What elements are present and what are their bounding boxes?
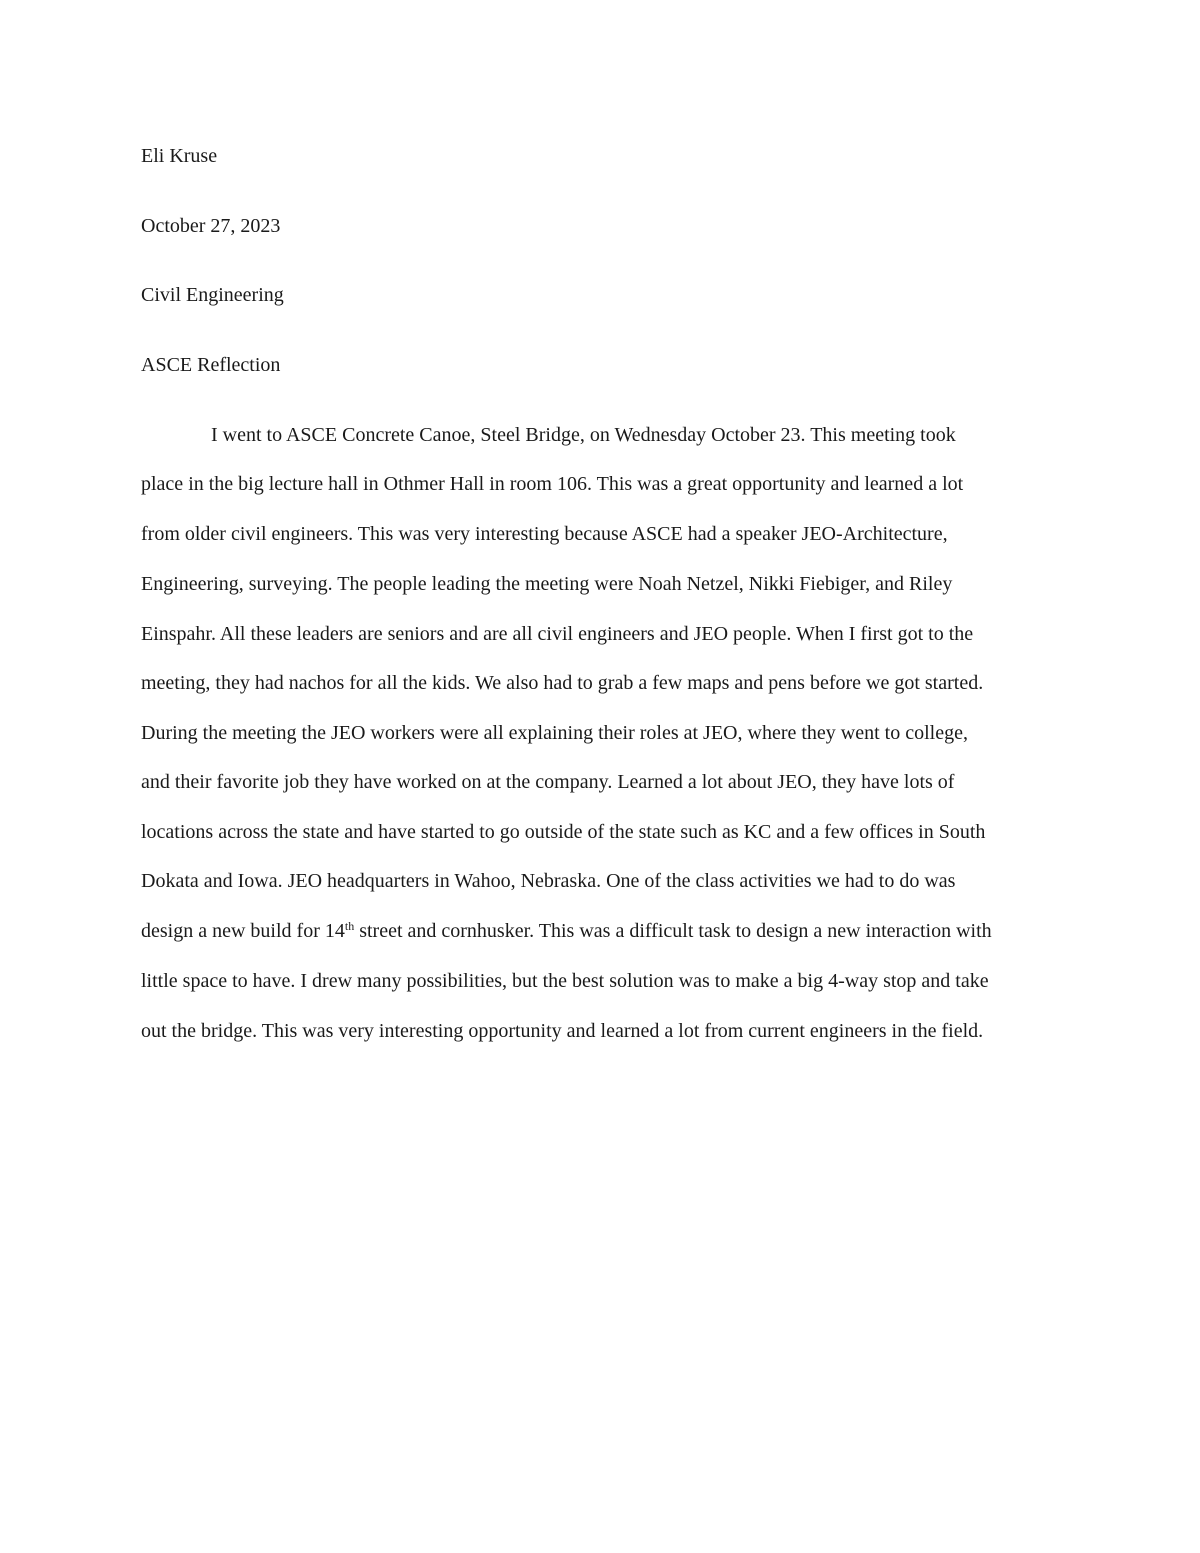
paragraph-line: During the meeting the JEO workers were all explaining their roles at JEO, where they went to college, <box>141 722 968 744</box>
paragraph-line: locations across the state and have started to go outside of the state such as KC and a few offices in South <box>141 821 986 843</box>
paragraph-line: little space to have. I drew many possibilities, but the best solution was to make a big 4-way stop and take <box>141 970 989 992</box>
paragraph-line: and their favorite job they have worked on at the company. Learned a lot about JEO, they have lots of <box>141 771 955 793</box>
ordinal-superscript: th <box>344 919 355 933</box>
paragraph-line: Engineering, surveying. The people leading the meeting were Noah Netzel, Nikki Fiebiger, and Riley <box>141 573 953 595</box>
line-text-after-superscript: street and cornhusker. This was a difficult task to design a new interaction with <box>354 920 992 942</box>
paragraph-line: Dokata and Iowa. JEO headquarters in Wahoo, Nebraska. One of the class activities we had to do was <box>141 870 956 892</box>
paragraph-line: out the bridge. This was very interesting opportunity and learned a lot from current engineers in the field. <box>141 1020 984 1042</box>
author-name: Eli Kruse <box>141 145 218 167</box>
course-name: Civil Engineering <box>141 284 284 306</box>
paragraph-line: from older civil engineers. This was very interesting because ASCE had a speaker JEO-Architecture, <box>141 523 948 545</box>
paragraph-line <box>141 919 992 943</box>
paragraph-line: place in the big lecture hall in Othmer Hall in room 106. This was a great opportunity and learned a lot <box>141 473 964 495</box>
line-text-before-superscript: design a new build for 14 <box>141 920 345 942</box>
paragraph-line: Einspahr. All these leaders are seniors and are all civil engineers and JEO people. When I first got to the <box>141 623 974 645</box>
paragraph-line: I went to ASCE Concrete Canoe, Steel Bridge, on Wednesday October 23. This meeting took <box>211 424 956 446</box>
paragraph-line: meeting, they had nachos for all the kids. We also had to grab a few maps and pens before we got started. <box>141 672 984 694</box>
document-title: ASCE Reflection <box>141 354 281 376</box>
document-date: October 27, 2023 <box>141 215 281 237</box>
